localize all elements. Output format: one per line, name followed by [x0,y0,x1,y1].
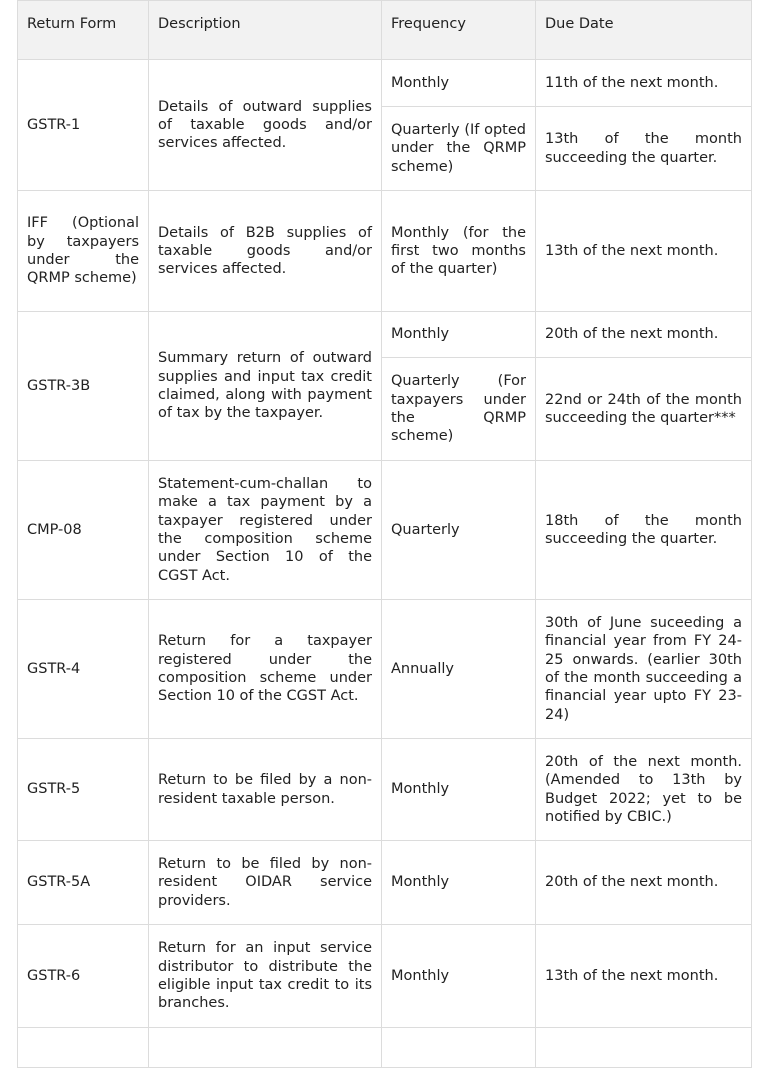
return-form-cell: GSTR-5A [18,841,149,925]
description-cell: Return for an input service distributor to distribute the eligible input tax credit to its branches. [149,925,382,1028]
header-due-date: Due Date [536,1,752,60]
return-form-cell: GSTR-5 [18,739,149,841]
due-date-cell: 20th of the next month. [536,312,752,358]
header-description: Description [149,1,382,60]
frequency-cell: Quarterly (If opted under the QRMP scheme) [382,107,536,191]
frequency-cell: Monthly (for the first two months of the quarter) [382,191,536,312]
table-row [18,841,752,925]
description-cell: Summary return of outward supplies and input tax credit claimed, along with payment of tax by the taxpayer. [149,312,382,461]
header-frequency: Frequency [382,1,536,60]
due-date-cell: 22nd or 24th of the month succeeding the quarter*** [536,358,752,461]
return-form-cell: GSTR-1 [18,60,149,191]
description-cell [149,1028,382,1068]
gst-returns-table [17,0,752,1068]
description-cell: Details of B2B supplies of taxable goods and/or services affected. [149,191,382,312]
table-row [18,60,752,107]
return-form-cell: IFF (Optional by taxpayers under the QRMP scheme) [18,191,149,312]
return-form-cell: CMP-08 [18,461,149,600]
due-date-cell: 18th of the month succeeding the quarter. [536,461,752,600]
return-form-cell: GSTR-6 [18,925,149,1028]
table-row [18,600,752,739]
table-row [18,312,752,358]
due-date-cell: 20th of the next month. [536,841,752,925]
due-date-cell [536,1028,752,1068]
frequency-cell: Annually [382,600,536,739]
frequency-cell [382,1028,536,1068]
frequency-cell: Monthly [382,312,536,358]
due-date-cell: 13th of the next month. [536,925,752,1028]
return-form-cell: GSTR-4 [18,600,149,739]
frequency-cell: Quarterly (For taxpayers under the QRMP scheme) [382,358,536,461]
header-row [18,1,752,60]
return-form-cell: GSTR-3B [18,312,149,461]
description-cell: Statement-cum-challan to make a tax payment by a taxpayer registered under the composition scheme under Section 10 of the CGST Act. [149,461,382,600]
table-row [18,925,752,1028]
frequency-cell: Monthly [382,60,536,107]
table-row [18,461,752,600]
description-cell: Return for a taxpayer registered under the composition scheme under Section 10 of the CGST Act. [149,600,382,739]
frequency-cell: Quarterly [382,461,536,600]
table-row [18,191,752,312]
table-row [18,739,752,841]
description-cell: Details of outward supplies of taxable goods and/or services affected. [149,60,382,191]
due-date-cell: 20th of the next month. (Amended to 13th by Budget 2022; yet to be notified by CBIC.) [536,739,752,841]
return-form-cell [18,1028,149,1068]
due-date-cell: 30th of June suceeding a financial year from FY 24-25 onwards. (earlier 30th of the month succeeding a financial year upto FY 23-24) [536,600,752,739]
description-cell: Return to be filed by a non-resident taxable person. [149,739,382,841]
header-return-form: Return Form [18,1,149,60]
due-date-cell: 13th of the month succeeding the quarter. [536,107,752,191]
description-cell: Return to be filed by non-resident OIDAR service providers. [149,841,382,925]
due-date-cell: 13th of the next month. [536,191,752,312]
frequency-cell: Monthly [382,925,536,1028]
frequency-cell: Monthly [382,739,536,841]
frequency-cell: Monthly [382,841,536,925]
table-row [18,1028,752,1068]
due-date-cell: 11th of the next month. [536,60,752,107]
